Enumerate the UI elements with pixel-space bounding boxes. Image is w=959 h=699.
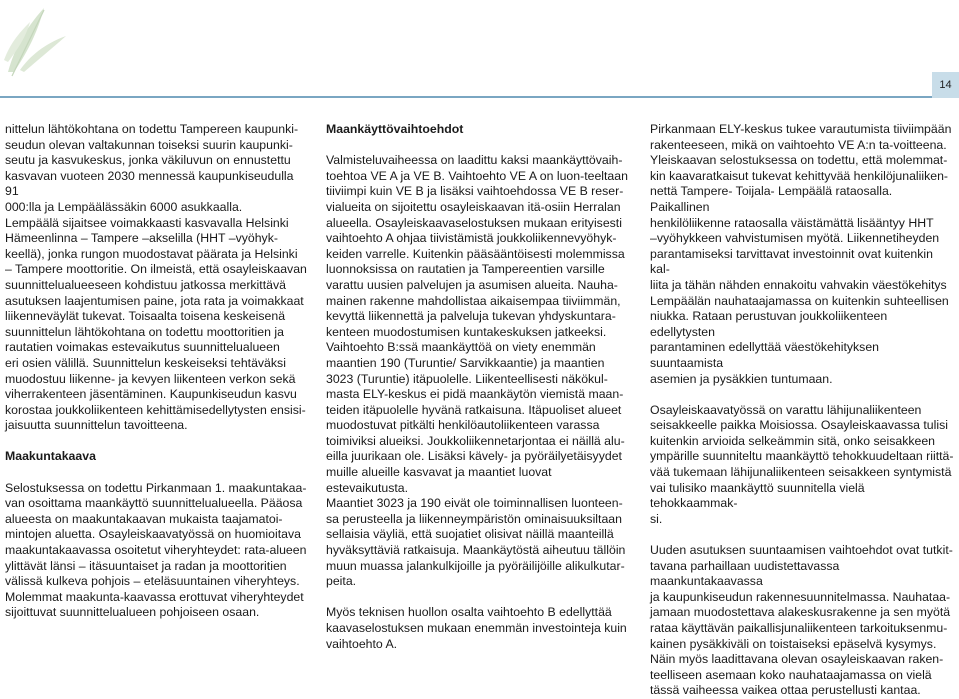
text-line: liita ja tähän nähden ennakoitu vahvakin väestökehitys [650,277,947,292]
text-line: rataa käyttävän paikallisjunaliikenteen tarkoituksenmu- [650,621,948,635]
text-line: teiden itäpuolelle hyvänä ratkaisuna. Itäpuoliset alueet [326,402,622,417]
column-1 [5,122,307,621]
col2-heading: Maankäyttövaihtoehdot [326,122,464,136]
text-line: niukka. Rataan perustuvan joukkoliikenteen edellytysten [650,309,888,339]
col3-paragraph-1 [650,122,955,387]
text-line: Selostuksessa on todettu Pirkanmaan 1. maakuntakaa- [5,480,307,495]
text-line: 000:lla ja Lempäälässäkin 6000 asukkaalla. [5,199,243,214]
text-line: vää tukemaan lähijunaliikenteen seisakkeen syntymistä [650,465,952,480]
text-line: Hämeenlinna – Tampere –akselilla (HHT –vyöhyk- [5,231,278,246]
text-line: korostaa joukkoliikenteen kehittämisedellytysten ensisi- [5,402,306,417]
col2-paragraph-1 [326,153,631,590]
text-line: peita. [326,574,357,589]
col1-paragraph-1 [5,122,307,434]
text-line: Maantiet 3023 ja 190 eivät ole toiminnallisen luonteen- [326,496,623,511]
text-line: eilla juurikaan ole. Lisäksi kävely- ja pyöräilyetäisyydet [326,449,622,464]
text-line: nettä Tampere- Toijala- Lempäälä rataosalla. Paikallinen [650,184,893,214]
text-line: van osoittama maankäyttö suunnittelualueella. Pääosa [5,496,303,511]
text-line: toimiviksi alueiksi. Joukkoliikennetarjontaa ei näillä alu- [326,433,625,448]
text-line: Pirkanmaan ELY-keskus tukee varautumista tiiviimpään [650,122,952,136]
text-line: parantaminen edellyttää väestökehityksen suuntaamista [650,340,879,370]
text-line: mintojen aluetta. Osayleiskaavatyössä on huomioitava [5,527,301,542]
text-line: viherrakenteen jäsentäminen. Kaupunkiseudun kasvu [5,387,297,402]
text-line: tavana parhaillaan uudistettavassa maankuntakaavassa [650,558,840,589]
text-line: jaisuutta suunnittelun tavoitteena. [5,418,188,433]
text-line: suunnittelualueeseen kohdistuu jatkossa merkittävä [5,277,286,292]
text-line: Osayleiskaavatyössä on varattu lähijunaliikenteen [650,402,922,417]
col1-heading: Maakuntakaava [5,449,96,464]
text-line: ympärille suunniteltu maankäyttö tehokkuudeltaan riittä- [650,449,954,464]
text-line: Vaihtoehto B:ssä maankäyttöä on viety enemmän [326,340,596,355]
text-line: keiden varrelle. Kuitenkin pääsääntöisesti molemmissa [326,246,625,261]
text-line: kevyttä liikennettä ja palveluja tukevan yhdyskuntara- [326,309,616,324]
text-line: hyväksyttäviä ratkaisuja. Maankäytöstä aiheutuu tällöin [326,543,626,558]
text-line: vialueita on sijoitettu osayleiskaavan itä-osiin Herralan [326,199,621,214]
text-line: maakuntakaavassa osoitetut viheryhteydet: rata-alueen [5,543,307,558]
text-line: ja kaupunkiseudun rakennesuunnitelmassa. Nauhataa- [650,589,951,604]
text-line: eri osien välillä. Suunnittelun keskeiseksi tehtäväksi [5,355,286,370]
text-line: jamaan muodostettava alakeskusrakenne ja sen myötä [650,605,951,620]
text-line: rautatien voimakas estevaikutus suunnittelualueen [5,340,280,355]
text-line: luonnoksissa on rautatien ja Tampereentien varsille [326,262,605,277]
text-line: Valmisteluvaiheessa on laadittu kaksi maankäyttövaih- [326,153,623,168]
text-line: Lempäälä sijaitsee voimakkaasti kasvavalla Helsinki [5,215,289,230]
text-line: henkilöliikenne rataosalla väistämättä lisääntyy HHT [650,215,934,230]
text-line: vaihtoehto A ohjaa tiivistämistä joukkoliikennevyöhyk- [326,231,617,246]
text-line: sa perusteella ja liikenneympäristön ominaisuuksiltaan [326,511,622,526]
text-line: – Tampere moottoritie. On ilmeistä, että osayleiskaavan [5,262,307,277]
col3-paragraph-2 [650,403,955,528]
col2-paragraph-2 [326,605,631,652]
text-line: kaavaselostuksen mukaan enemmän investointeja kuin [326,621,627,635]
text-line: alueesta on maakuntakaavan mukaista taajamatoi- [5,511,283,526]
text-line: seudun olevan valtakunnan toiseksi suurin kaupunki- [5,137,293,152]
text-line: Uuden asutuksen suuntaamisen vaihtoehdot ovat tutkit- [650,543,953,558]
text-line: tässä vaiheessa vaikea ottaa perustellusti kantaa. [650,683,921,698]
text-line: –vyöhykkeen vahvistumisen myötä. Liikennetiheyden [650,231,940,246]
column-3 [650,122,955,699]
column-2 [326,122,631,652]
text-line: vaihtoehto A. [326,636,398,651]
text-line: maantien 190 (Turuntie/ Sarvikkaantie) ja maantien [326,355,605,370]
text-line: suunnittelun lähtökohtana on todettu moottoritien ja [5,324,284,339]
text-line: toehtoa VE A ja VE B. Vaihtoehto VE A on luon-teeltaan [326,168,628,183]
page-number: 14 [932,72,959,98]
text-line: sellaisia väyliä, että suojatiet olisivat näillä maanteillä [326,527,614,542]
text-line: muun muassa jalankulkijoille ja pyöräilijöille alikulkutar- [326,558,625,573]
header-rule [0,96,959,98]
text-line: vai tulisiko maankäyttö suunnitella vielä tehokkaammak- [650,480,865,511]
text-line: teelliseen asemaan koko nauhataajamassa on vielä [650,667,932,682]
text-line: seisakkeelle paikka Moisiossa. Osayleiskaavassa tulisi [650,418,948,433]
text-line: muodostuu liikenne- ja kevyen liikenteen verkon sekä [5,371,296,386]
text-line: Yleiskaavan selostuksessa on todettu, että molemmat- [650,153,948,168]
text-line: liikenneväylät tukevat. Toisaalta toisena keskeisenä [5,309,286,324]
text-line: 3023 (Turuntie) itäpuolelle. Liikenteellisesti näkökul- [326,371,608,386]
text-line: sijoittuvat suunnittelualueen pohjoiseen osaan. [5,605,260,620]
text-line: nittelun lähtökohtana on todettu Tampereen kaupunki- [5,122,299,136]
col1-paragraph-2 [5,481,307,621]
text-line: mainen rakenne mahdollistaa aikaisempaa tiiviimmän, [326,293,621,308]
text-line: asutuksen laajentumisen paine, jota rata ja voimakkaat [5,293,304,308]
text-line: kainen pysäkkiväli on toistaiseksi epäselvä kysymys. [650,636,937,651]
text-line: tiiviimpi kuin VE B ja lisäksi vaihtoehdossa VE B reser- [326,184,624,199]
text-line: seutu ja kasvukeskus, jonka väkiluvun on ennustettu [5,153,291,168]
col3-paragraph-3 [650,543,955,699]
text-line: välissä kulkeva pohjois – eteläsuuntainen viheryhteys. [5,574,300,589]
text-line: ylittävät länsi – itäsuuntaiset ja radan ja moottoritien [5,558,287,573]
text-line: kenteen muodostumisen kuntakeskuksen jatkeeksi. [326,324,607,339]
text-line: kasvavan vuoteen 2030 mennessä kaupunkiseudulla 91 [5,168,294,199]
text-line: muille alueille kasvavat ja maantiet luovat estevaikutusta. [326,465,552,495]
text-line: kuitenkin arvioida selkeämmin sitä, onko seisakkeen [650,433,936,448]
text-line: asemien ja pysäkkien tuntumaan. [650,371,833,386]
text-line: Näin myös laadittavana olevan osayleiskaavan raken- [650,652,944,667]
text-line: alueella. Osayleiskaavaselostuksen mukaan erityisesti [326,215,622,230]
text-line: kin kaavaratkaisut tukevat kehittyvää henkilöjunaliiken- [650,168,949,183]
text-line: varattu uusien palvelujen ja asumisen alueita. Nauha- [326,277,618,292]
text-line: Myös teknisen huollon osalta vaihtoehto B edellyttää [326,605,612,620]
text-line: parantamiseksi tarvittavat investoinnit ovat kuitenkin kal- [650,246,933,277]
logo-leaf-graphic [0,0,70,78]
text-line: si. [650,511,663,526]
text-line: muodostuvat pitkälti henkilöautoliikenteen varassa [326,418,600,433]
text-line: Lempäälän nauhataajamassa on kuitenkin suhteellisen [650,293,949,308]
text-line: masta ELY-keskus ei pidä maankäytön viemistä maan- [326,387,624,402]
text-line: keellä), jonka rungon muodostavat päärata ja Helsinki [5,246,298,261]
text-line: Molemmat maakunta-kaavassa erottuvat viheryhteydet [5,589,304,604]
text-line: rakenteeseen, mikä on vaihtoehto VE A:n ta-voitteena. [650,137,947,152]
